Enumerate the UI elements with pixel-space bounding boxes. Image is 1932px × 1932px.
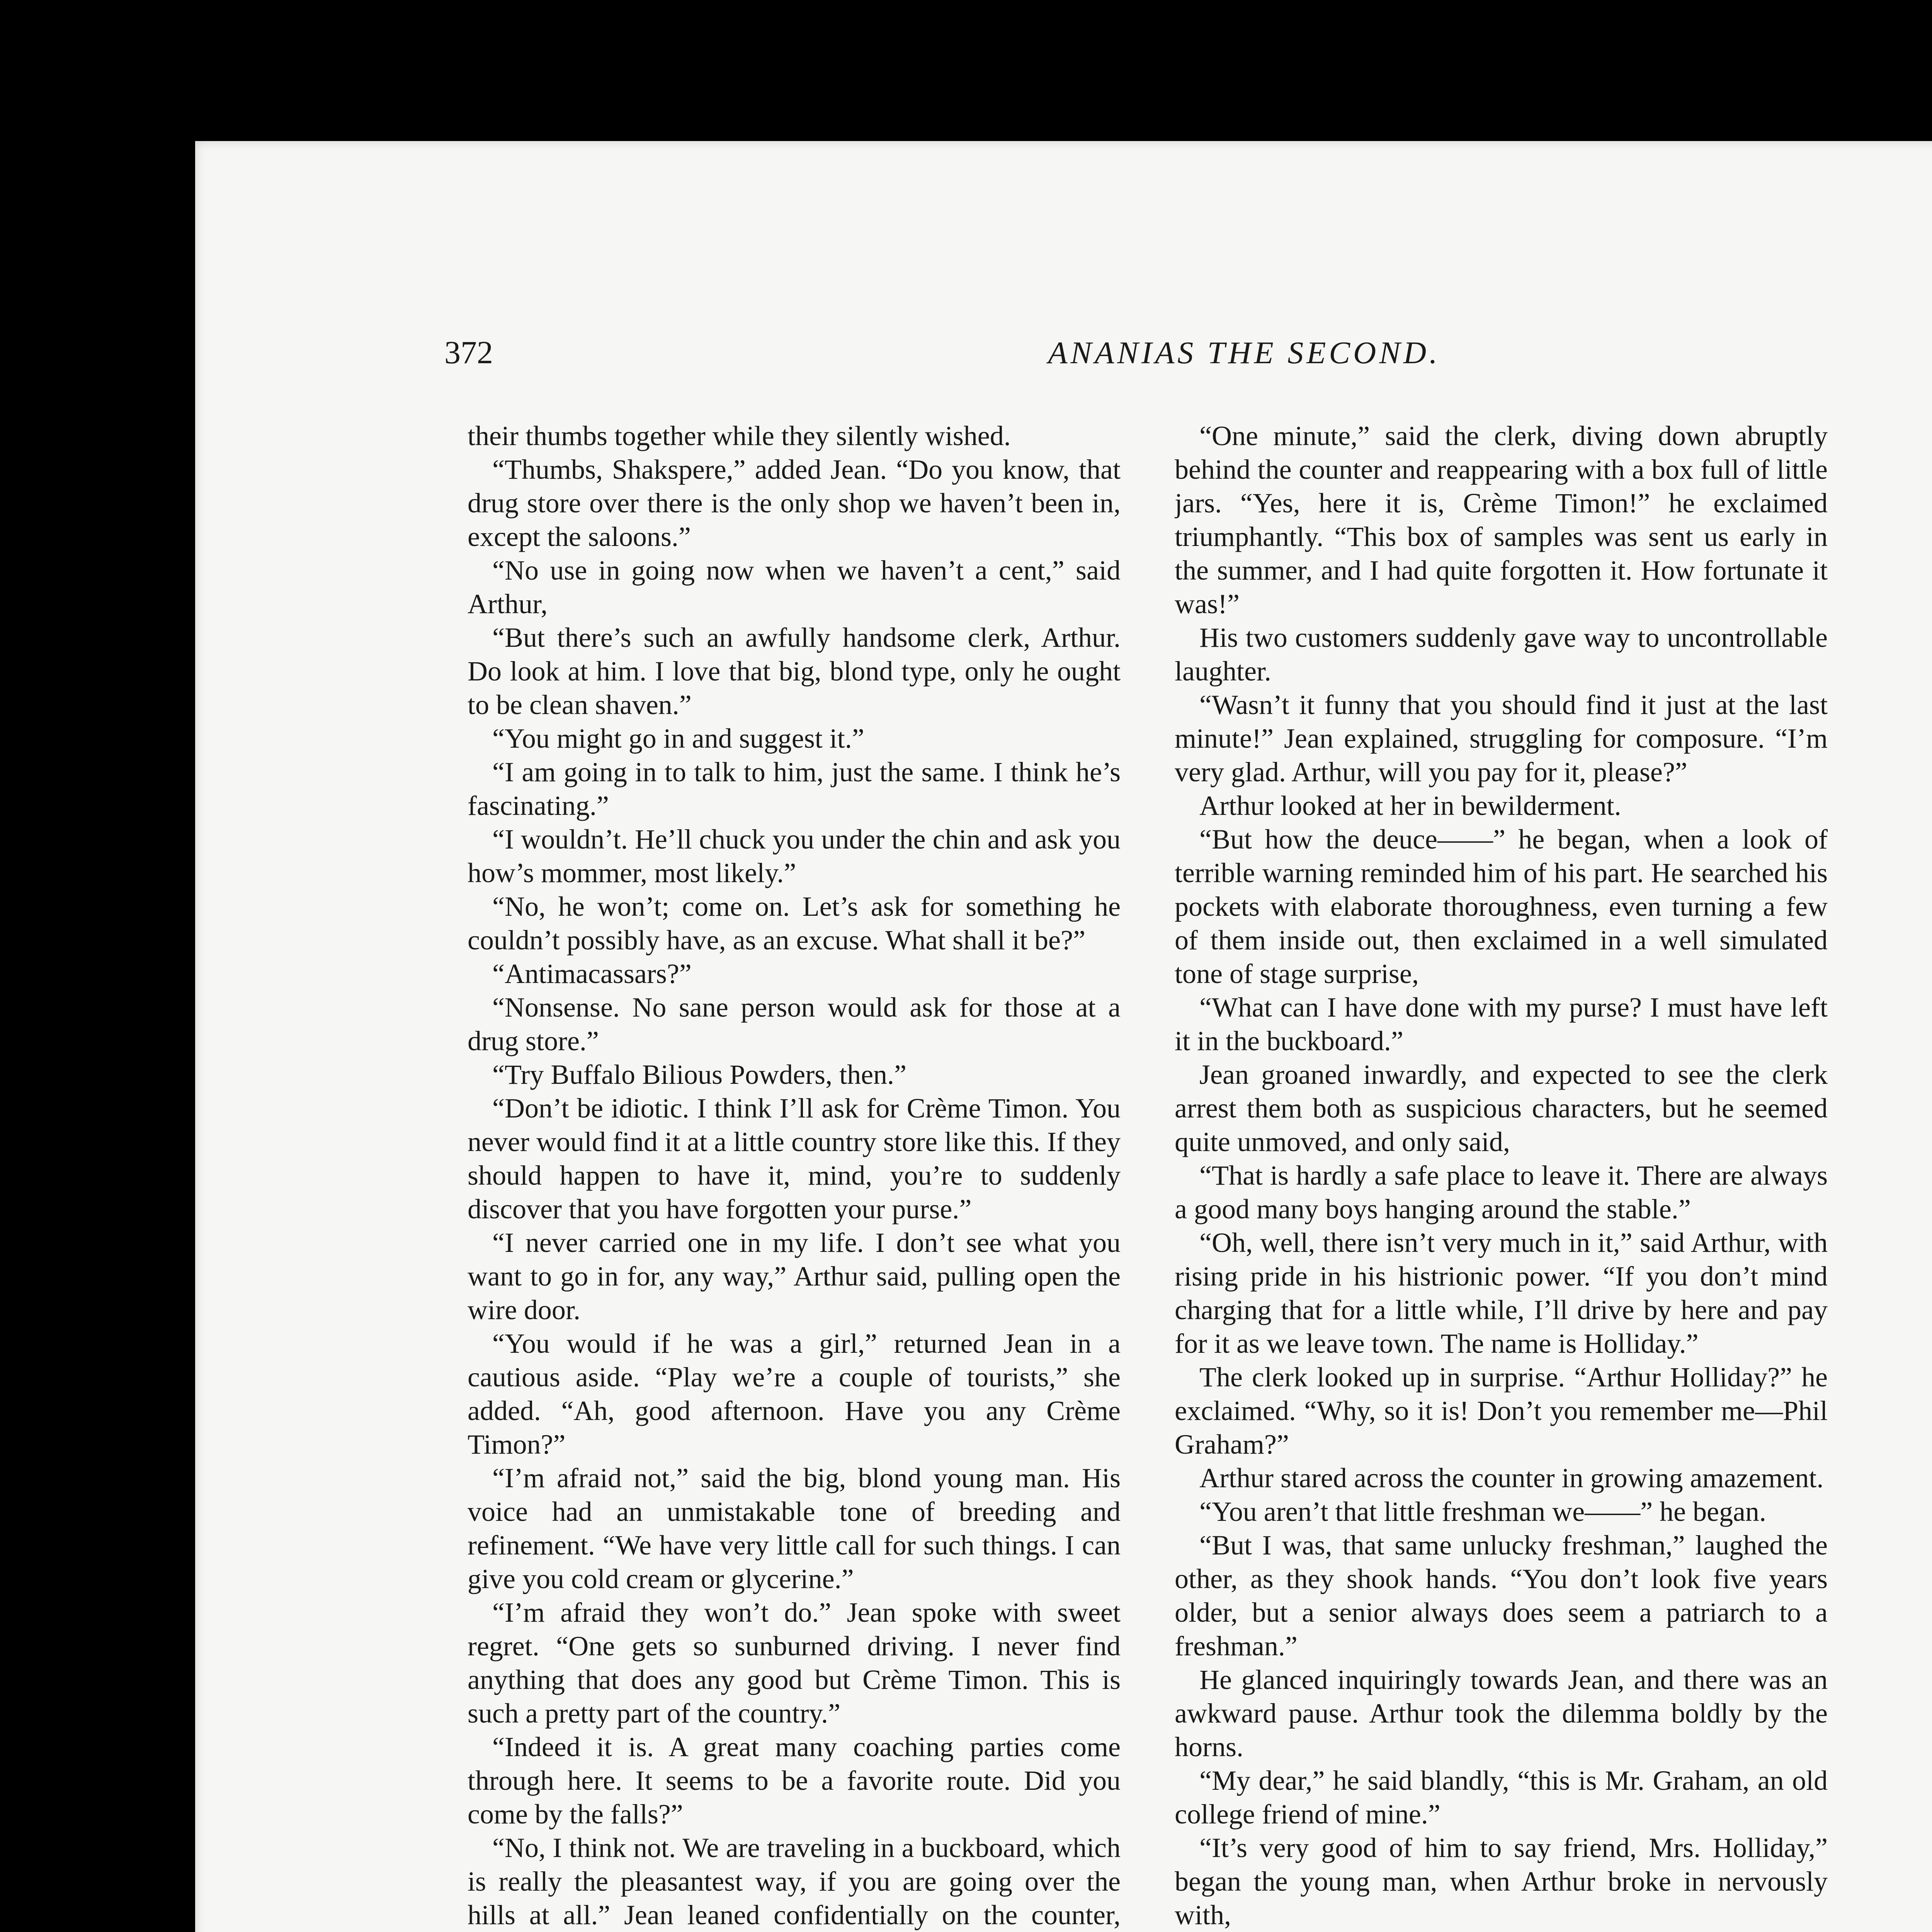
paragraph: Arthur stared across the counter in growing amazement. xyxy=(1199,1463,1824,1493)
paragraph: “What can I have done with my purse? I must have left it in the buckboard.” xyxy=(1175,992,1828,1056)
paragraph: “No use in going now when we haven’t a cent,” said Arthur, xyxy=(468,555,1121,619)
paragraph: “Nonsense. No sane person would ask for those at a drug store.” xyxy=(468,992,1121,1056)
paragraph: “I’m afraid not,” said the big, blond young man. His voice had an unmistakable tone of breeding and refinement. “We have very little call for such things. I can give you cold cream or glycerine.” xyxy=(468,1463,1121,1594)
paragraph: “I wouldn’t. He’ll chuck you under the chin and ask you how’s mommer, most likely.” xyxy=(468,824,1121,888)
paragraph: The clerk looked up in surprise. “Arthur Holliday?” he exclaimed. “Why, so it is! Don’t you remember me—Phil Graham?” xyxy=(1175,1362,1828,1460)
paragraph: “I’m afraid they won’t do.” Jean spoke with sweet regret. “One gets so sunburned driving. I never find anything that does any good but Crème Timon. This is such a pretty part of the country.” xyxy=(468,1597,1121,1729)
paragraph: “You might go in and suggest it.” xyxy=(492,723,864,754)
paragraph: “No, he won’t; come on. Let’s ask for something he couldn’t possibly have, as an excuse. What shall it be?” xyxy=(468,891,1121,956)
text-column-right xyxy=(1175,419,1828,1932)
paragraph: “You aren’t that little freshman we——” he began. xyxy=(1199,1496,1766,1527)
running-head: ANANIAS THE SECOND. xyxy=(1048,335,1440,370)
paragraph: “I am going in to talk to him, just the same. I think he’s fascinating.” xyxy=(468,757,1121,821)
paragraph: “But there’s such an awfully handsome clerk, Arthur. Do look at him. I love that big, blond type, only he ought to be clean shaven.” xyxy=(468,622,1121,720)
paragraph: “Don’t be idiotic. I think I’ll ask for Crème Timon. You never would find it at a little country store like this. If they should happen to have it, mind, you’re to suddenly discover that you have forgotten your purse.” xyxy=(468,1093,1121,1225)
paragraph: Jean groaned inwardly, and expected to see the clerk arrest them both as suspicious characters, but he seemed quite unmoved, and only said, xyxy=(1175,1059,1828,1157)
paragraph: their thumbs together while they silently wished. xyxy=(468,420,1011,451)
paragraph: “My dear,” he said blandly, “this is Mr. Graham, an old college friend of mine.” xyxy=(1175,1765,1828,1830)
page-number: 372 xyxy=(444,335,493,371)
paragraph: His two customers suddenly gave way to uncontrollable laughter. xyxy=(1175,622,1828,687)
paragraph: “One minute,” said the clerk, diving down abruptly behind the counter and reappearing with a box full of little jars. “Yes, here it is, Crème Timon!” he exclaimed triumphantly. “This box of samples was sent us early in the summer, and I had quite forgotten it. How fortunate it was!” xyxy=(1175,420,1828,619)
paragraph: “But I was, that same unlucky freshman,” laughed the other, as they shook hands. “You don’t look five years older, but a senior always does seem a patriarch to a freshman.” xyxy=(1175,1530,1828,1662)
page-header xyxy=(444,332,1843,374)
text-column-left xyxy=(468,419,1121,1932)
paragraph: “Oh, well, there isn’t very much in it,” said Arthur, with rising pride in his histrionic power. “If you don’t mind charging that for a little while, I’ll drive by here and pay for it as we leave town. The name is Holliday.” xyxy=(1175,1227,1828,1359)
paragraph: He glanced inquiringly towards Jean, and there was an awkward pause. Arthur took the dilemma boldly by the horns. xyxy=(1175,1664,1828,1762)
paragraph: “It’s very good of him to say friend, Mrs. Holliday,” began the young man, when Arthur broke in nervously with, xyxy=(1175,1832,1828,1930)
paragraph: “You would if he was a girl,” returned Jean in a cautious aside. “Play we’re a couple of tourists,” she added. “Ah, good afternoon. Have you any Crème Timon?” xyxy=(468,1328,1121,1460)
paragraph: “Antimacassars?” xyxy=(492,958,692,989)
paragraph: “Try Buffalo Bilious Powders, then.” xyxy=(492,1059,906,1090)
paragraph: “Indeed it is. A great many coaching parties come through here. It seems to be a favorite route. Did you come by the falls?” xyxy=(468,1731,1121,1830)
paragraph: “That is hardly a safe place to leave it. There are always a good many boys hanging around the stable.” xyxy=(1175,1160,1828,1225)
paragraph: “No, I think not. We are traveling in a buckboard, which is really the pleasantest way, if you are going over the hills at all.” Jean leaned confidentially on the counter, xyxy=(468,1832,1121,1930)
paragraph: Arthur looked at her in bewilderment. xyxy=(1199,790,1621,821)
paragraph: “But how the deuce——” he began, when a look of terrible warning reminded him of his part. He searched his pockets with elaborate thoroughness, even turning a few of them inside out, then exclaimed in a well simulated tone of stage surprise, xyxy=(1175,824,1828,989)
paragraph: “Wasn’t it funny that you should find it just at the last minute!” Jean explained, struggling for composure. “I’m very glad. Arthur, will you pay for it, please?” xyxy=(1175,689,1828,787)
paragraph: “I never carried one in my life. I don’t see what you want to go in for, any way,” Arthur said, pulling open the wire door. xyxy=(468,1227,1121,1325)
paragraph: “Thumbs, Shakspere,” added Jean. “Do you know, that drug store over there is the only shop we haven’t been in, except the saloons.” xyxy=(468,454,1121,552)
